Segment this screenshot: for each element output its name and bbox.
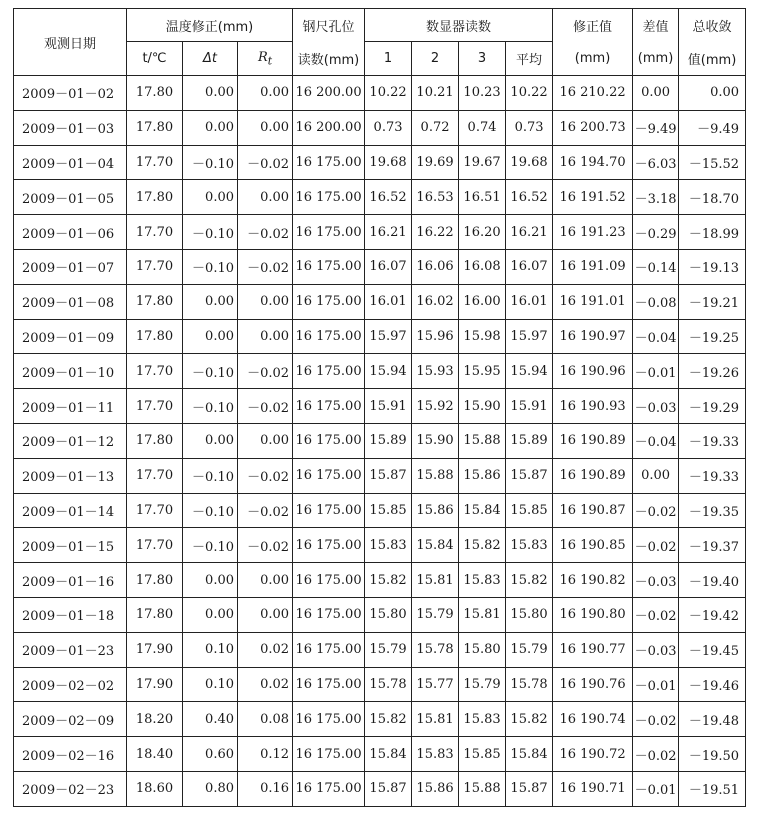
reading-3-cell: 15.85 [459,737,506,772]
reading-1-cell: 15.82 [365,563,412,598]
difference-cell: －0.01 [633,667,679,702]
temperature-cell: 18.60 [127,771,183,806]
reading-3-cell: 15.82 [459,528,506,563]
delta-t-cell: 0.60 [183,737,238,772]
rt-cell: －0.02 [238,215,293,250]
temperature-cell: 17.70 [127,249,183,284]
rt-cell: 0.02 [238,632,293,667]
reading-1-cell: 10.22 [365,76,412,111]
temperature-cell: 17.90 [127,632,183,667]
date-cell: 2009－02－02 [14,667,127,702]
rt-cell: －0.02 [238,145,293,180]
temperature-cell: 17.80 [127,319,183,354]
rt-cell: 0.00 [238,180,293,215]
date-cell: 2009－01－16 [14,563,127,598]
temperature-cell: 17.80 [127,284,183,319]
rt-cell: －0.02 [238,354,293,389]
corrected-value-cell: 16 191.01 [553,284,633,319]
steel-reading-cell: 16 175.00 [293,702,365,737]
corrected-value-cell: 16 191.52 [553,180,633,215]
rt-cell: 0.00 [238,597,293,632]
reading-1-cell: 15.78 [365,667,412,702]
convergence-observation-table [13,8,746,807]
corrected-value-cell: 16 190.87 [553,493,633,528]
rt-cell: 0.08 [238,702,293,737]
rt-cell: 0.00 [238,76,293,111]
table-row [14,493,746,528]
delta-t-cell: －0.10 [183,528,238,563]
table-row [14,249,746,284]
difference-cell: －0.01 [633,354,679,389]
header-difference-line2: (mm) [633,42,679,76]
difference-cell: －0.04 [633,423,679,458]
difference-cell: －0.14 [633,249,679,284]
table-row [14,563,746,598]
header-difference-line1: 差值 [633,9,679,42]
header-reading-2: 2 [412,42,459,76]
steel-reading-cell: 16 175.00 [293,389,365,424]
temperature-cell: 17.70 [127,458,183,493]
difference-cell: －9.49 [633,110,679,145]
reading-2-cell: 15.96 [412,319,459,354]
steel-reading-cell: 16 200.00 [293,76,365,111]
header-corrected-line1: 修正值 [553,9,633,42]
reading-1-cell: 15.83 [365,528,412,563]
average-cell: 16.07 [506,249,553,284]
corrected-value-cell: 16 194.70 [553,145,633,180]
total-convergence-cell: －19.48 [679,702,746,737]
total-convergence-cell: －19.46 [679,667,746,702]
temperature-cell: 17.70 [127,389,183,424]
reading-2-cell: 16.02 [412,284,459,319]
header-corrected-line2: (mm) [553,42,633,76]
corrected-value-cell: 16 190.96 [553,354,633,389]
average-cell: 16.52 [506,180,553,215]
reading-3-cell: 10.23 [459,76,506,111]
delta-t-cell: 0.00 [183,110,238,145]
reading-3-cell: 15.83 [459,563,506,598]
reading-3-cell: 15.81 [459,597,506,632]
steel-reading-cell: 16 175.00 [293,563,365,598]
reading-3-cell: 15.98 [459,319,506,354]
steel-reading-cell: 16 175.00 [293,354,365,389]
steel-reading-cell: 16 175.00 [293,215,365,250]
table-row [14,597,746,632]
reading-3-cell: 15.86 [459,458,506,493]
total-convergence-cell: －15.52 [679,145,746,180]
reading-2-cell: 19.69 [412,145,459,180]
difference-cell: －0.03 [633,389,679,424]
reading-1-cell: 16.01 [365,284,412,319]
table-row [14,423,746,458]
reading-1-cell: 15.85 [365,493,412,528]
reading-2-cell: 15.81 [412,563,459,598]
date-cell: 2009－01－13 [14,458,127,493]
reading-1-cell: 15.87 [365,771,412,806]
difference-cell: －0.03 [633,563,679,598]
total-convergence-cell: －19.35 [679,493,746,528]
table-row [14,319,746,354]
difference-cell: －0.04 [633,319,679,354]
rt-cell: 0.16 [238,771,293,806]
steel-reading-cell: 16 175.00 [293,180,365,215]
date-cell: 2009－01－08 [14,284,127,319]
header-average: 平均 [506,42,553,76]
reading-3-cell: 15.79 [459,667,506,702]
steel-reading-cell: 16 175.00 [293,771,365,806]
corrected-value-cell: 16 190.93 [553,389,633,424]
delta-t-cell: －0.10 [183,389,238,424]
delta-t-cell: 0.00 [183,563,238,598]
average-cell: 15.82 [506,563,553,598]
table-row [14,458,746,493]
temperature-cell: 17.80 [127,110,183,145]
reading-1-cell: 15.97 [365,319,412,354]
corrected-value-cell: 16 200.73 [553,110,633,145]
reading-2-cell: 15.88 [412,458,459,493]
header-temperature: t/℃ [127,42,183,76]
total-convergence-cell: －18.70 [679,180,746,215]
reading-3-cell: 15.90 [459,389,506,424]
delta-t-cell: 0.00 [183,76,238,111]
temperature-cell: 18.40 [127,737,183,772]
header-reading-1: 1 [365,42,412,76]
header-rt [238,42,293,76]
corrected-value-cell: 16 190.77 [553,632,633,667]
corrected-value-cell: 16 190.74 [553,702,633,737]
average-cell: 15.79 [506,632,553,667]
header-total-convergence-line2: 值(mm) [679,42,746,76]
table-header [14,9,746,76]
average-cell: 15.84 [506,737,553,772]
header-steel-hole-line2: 读数(mm) [293,42,365,76]
total-convergence-cell: －19.33 [679,423,746,458]
temperature-cell: 17.80 [127,76,183,111]
reading-1-cell: 15.89 [365,423,412,458]
reading-2-cell: 15.77 [412,667,459,702]
steel-reading-cell: 16 175.00 [293,493,365,528]
reading-3-cell: 16.08 [459,249,506,284]
date-cell: 2009－02－23 [14,771,127,806]
total-convergence-cell: －18.99 [679,215,746,250]
average-cell: 15.91 [506,389,553,424]
date-cell: 2009－01－05 [14,180,127,215]
reading-1-cell: 15.94 [365,354,412,389]
date-cell: 2009－01－06 [14,215,127,250]
temperature-cell: 17.80 [127,597,183,632]
steel-reading-cell: 16 175.00 [293,145,365,180]
total-convergence-cell: －19.25 [679,319,746,354]
difference-cell: －0.02 [633,737,679,772]
table-row [14,284,746,319]
delta-t-cell: 0.00 [183,284,238,319]
reading-1-cell: 15.82 [365,702,412,737]
difference-cell: －0.01 [633,771,679,806]
corrected-value-cell: 16 190.89 [553,458,633,493]
rt-cell: －0.02 [238,493,293,528]
reading-1-cell: 15.87 [365,458,412,493]
difference-cell: 0.00 [633,76,679,111]
table-row [14,180,746,215]
rt-cell: 0.00 [238,563,293,598]
reading-2-cell: 15.86 [412,493,459,528]
delta-t-cell: 0.10 [183,667,238,702]
average-cell: 16.21 [506,215,553,250]
difference-cell: －6.03 [633,145,679,180]
corrected-value-cell: 16 190.97 [553,319,633,354]
reading-2-cell: 15.81 [412,702,459,737]
rt-cell: 0.00 [238,284,293,319]
temperature-cell: 17.70 [127,528,183,563]
reading-2-cell: 15.78 [412,632,459,667]
rt-cell: －0.02 [238,458,293,493]
average-cell: 16.01 [506,284,553,319]
reading-2-cell: 15.93 [412,354,459,389]
table-row [14,215,746,250]
average-cell: 0.73 [506,110,553,145]
rt-cell: 0.12 [238,737,293,772]
rt-cell: 0.00 [238,319,293,354]
reading-2-cell: 15.83 [412,737,459,772]
reading-2-cell: 16.06 [412,249,459,284]
rt-cell: 0.00 [238,110,293,145]
temperature-cell: 17.80 [127,180,183,215]
header-total-convergence-line1: 总收敛 [679,9,746,42]
reading-1-cell: 16.07 [365,249,412,284]
reading-2-cell: 15.84 [412,528,459,563]
table-row [14,145,746,180]
delta-t-cell: －0.10 [183,215,238,250]
reading-2-cell: 15.90 [412,423,459,458]
date-cell: 2009－01－10 [14,354,127,389]
total-convergence-cell: －19.33 [679,458,746,493]
date-cell: 2009－02－16 [14,737,127,772]
reading-3-cell: 19.67 [459,145,506,180]
difference-cell: －3.18 [633,180,679,215]
header-rt-subscript: t [267,54,273,68]
reading-3-cell: 16.51 [459,180,506,215]
rt-cell: 0.00 [238,423,293,458]
table-row [14,354,746,389]
difference-cell: 0.00 [633,458,679,493]
steel-reading-cell: 16 175.00 [293,597,365,632]
difference-cell: －0.02 [633,493,679,528]
total-convergence-cell: －19.29 [679,389,746,424]
header-delta-t: Δt [183,42,238,76]
corrected-value-cell: 16 210.22 [553,76,633,111]
reading-3-cell: 15.83 [459,702,506,737]
reading-2-cell: 16.53 [412,180,459,215]
reading-1-cell: 15.84 [365,737,412,772]
steel-reading-cell: 16 175.00 [293,458,365,493]
date-cell: 2009－02－09 [14,702,127,737]
reading-1-cell: 16.21 [365,215,412,250]
steel-reading-cell: 16 175.00 [293,632,365,667]
temperature-cell: 17.70 [127,215,183,250]
table-row [14,667,746,702]
reading-3-cell: 15.88 [459,423,506,458]
temperature-cell: 17.80 [127,423,183,458]
header-temperature-correction: 温度修正(mm) [127,9,293,42]
delta-t-cell: －0.10 [183,354,238,389]
average-cell: 15.87 [506,458,553,493]
table-body [14,76,746,807]
difference-cell: －0.08 [633,284,679,319]
reading-1-cell: 16.52 [365,180,412,215]
total-convergence-cell: 0.00 [679,76,746,111]
rt-cell: －0.02 [238,249,293,284]
delta-t-cell: －0.10 [183,249,238,284]
table-row [14,389,746,424]
date-cell: 2009－01－14 [14,493,127,528]
reading-3-cell: 15.80 [459,632,506,667]
header-steel-hole-line1: 钢尺孔位 [293,9,365,42]
total-convergence-cell: －19.51 [679,771,746,806]
reading-2-cell: 15.79 [412,597,459,632]
total-convergence-cell: －19.13 [679,249,746,284]
temperature-cell: 17.70 [127,354,183,389]
total-convergence-cell: －19.50 [679,737,746,772]
total-convergence-cell: －19.45 [679,632,746,667]
temperature-cell: 17.80 [127,563,183,598]
temperature-cell: 17.70 [127,493,183,528]
average-cell: 15.80 [506,597,553,632]
rt-cell: －0.02 [238,528,293,563]
reading-2-cell: 16.22 [412,215,459,250]
total-convergence-cell: －19.26 [679,354,746,389]
total-convergence-cell: －19.42 [679,597,746,632]
difference-cell: －0.02 [633,597,679,632]
steel-reading-cell: 16 175.00 [293,667,365,702]
date-cell: 2009－01－23 [14,632,127,667]
difference-cell: －0.02 [633,528,679,563]
steel-reading-cell: 16 175.00 [293,737,365,772]
average-cell: 15.78 [506,667,553,702]
temperature-cell: 17.70 [127,145,183,180]
reading-2-cell: 0.72 [412,110,459,145]
average-cell: 19.68 [506,145,553,180]
table-row [14,632,746,667]
reading-1-cell: 15.91 [365,389,412,424]
steel-reading-cell: 16 175.00 [293,319,365,354]
reading-3-cell: 0.74 [459,110,506,145]
date-cell: 2009－01－11 [14,389,127,424]
delta-t-cell: 0.10 [183,632,238,667]
delta-t-cell: －0.10 [183,458,238,493]
reading-2-cell: 10.21 [412,76,459,111]
date-cell: 2009－01－03 [14,110,127,145]
steel-reading-cell: 16 175.00 [293,423,365,458]
reading-3-cell: 16.00 [459,284,506,319]
table-row [14,702,746,737]
temperature-cell: 18.20 [127,702,183,737]
difference-cell: －0.02 [633,702,679,737]
date-cell: 2009－01－12 [14,423,127,458]
corrected-value-cell: 16 190.89 [553,423,633,458]
average-cell: 15.89 [506,423,553,458]
delta-t-cell: 0.00 [183,597,238,632]
delta-t-cell: 0.00 [183,180,238,215]
corrected-value-cell: 16 190.71 [553,771,633,806]
header-observation-date: 观测日期 [14,9,127,76]
total-convergence-cell: －19.37 [679,528,746,563]
total-convergence-cell: －19.21 [679,284,746,319]
reading-1-cell: 19.68 [365,145,412,180]
reading-3-cell: 15.95 [459,354,506,389]
average-cell: 15.82 [506,702,553,737]
corrected-value-cell: 16 190.85 [553,528,633,563]
temperature-cell: 17.90 [127,667,183,702]
table-row [14,110,746,145]
average-cell: 10.22 [506,76,553,111]
total-convergence-cell: －19.40 [679,563,746,598]
date-cell: 2009－01－18 [14,597,127,632]
delta-t-cell: 0.00 [183,319,238,354]
header-rt-symbol: R [257,49,268,65]
header-reading-3: 3 [459,42,506,76]
average-cell: 15.94 [506,354,553,389]
corrected-value-cell: 16 190.76 [553,667,633,702]
steel-reading-cell: 16 175.00 [293,249,365,284]
steel-reading-cell: 16 200.00 [293,110,365,145]
reading-3-cell: 15.84 [459,493,506,528]
corrected-value-cell: 16 191.09 [553,249,633,284]
corrected-value-cell: 16 190.82 [553,563,633,598]
reading-1-cell: 15.80 [365,597,412,632]
date-cell: 2009－01－09 [14,319,127,354]
average-cell: 15.85 [506,493,553,528]
difference-cell: －0.29 [633,215,679,250]
date-cell: 2009－01－15 [14,528,127,563]
delta-t-cell: 0.40 [183,702,238,737]
reading-3-cell: 15.88 [459,771,506,806]
rt-cell: 0.02 [238,667,293,702]
reading-1-cell: 15.79 [365,632,412,667]
reading-2-cell: 15.92 [412,389,459,424]
delta-t-cell: －0.10 [183,493,238,528]
average-cell: 15.87 [506,771,553,806]
reading-3-cell: 16.20 [459,215,506,250]
steel-reading-cell: 16 175.00 [293,528,365,563]
corrected-value-cell: 16 190.72 [553,737,633,772]
corrected-value-cell: 16 191.23 [553,215,633,250]
difference-cell: －0.03 [633,632,679,667]
total-convergence-cell: －9.49 [679,110,746,145]
steel-reading-cell: 16 175.00 [293,284,365,319]
date-cell: 2009－01－02 [14,76,127,111]
average-cell: 15.97 [506,319,553,354]
reading-2-cell: 15.86 [412,771,459,806]
delta-t-cell: －0.10 [183,145,238,180]
rt-cell: －0.02 [238,389,293,424]
corrected-value-cell: 16 190.80 [553,597,633,632]
table-row [14,528,746,563]
reading-1-cell: 0.73 [365,110,412,145]
delta-t-cell: 0.80 [183,771,238,806]
average-cell: 15.83 [506,528,553,563]
convergence-table-container [13,8,746,807]
date-cell: 2009－01－07 [14,249,127,284]
table-row [14,76,746,111]
table-row [14,771,746,806]
header-display-readings: 数显器读数 [365,9,553,42]
delta-t-cell: 0.00 [183,423,238,458]
date-cell: 2009－01－04 [14,145,127,180]
table-row [14,737,746,772]
